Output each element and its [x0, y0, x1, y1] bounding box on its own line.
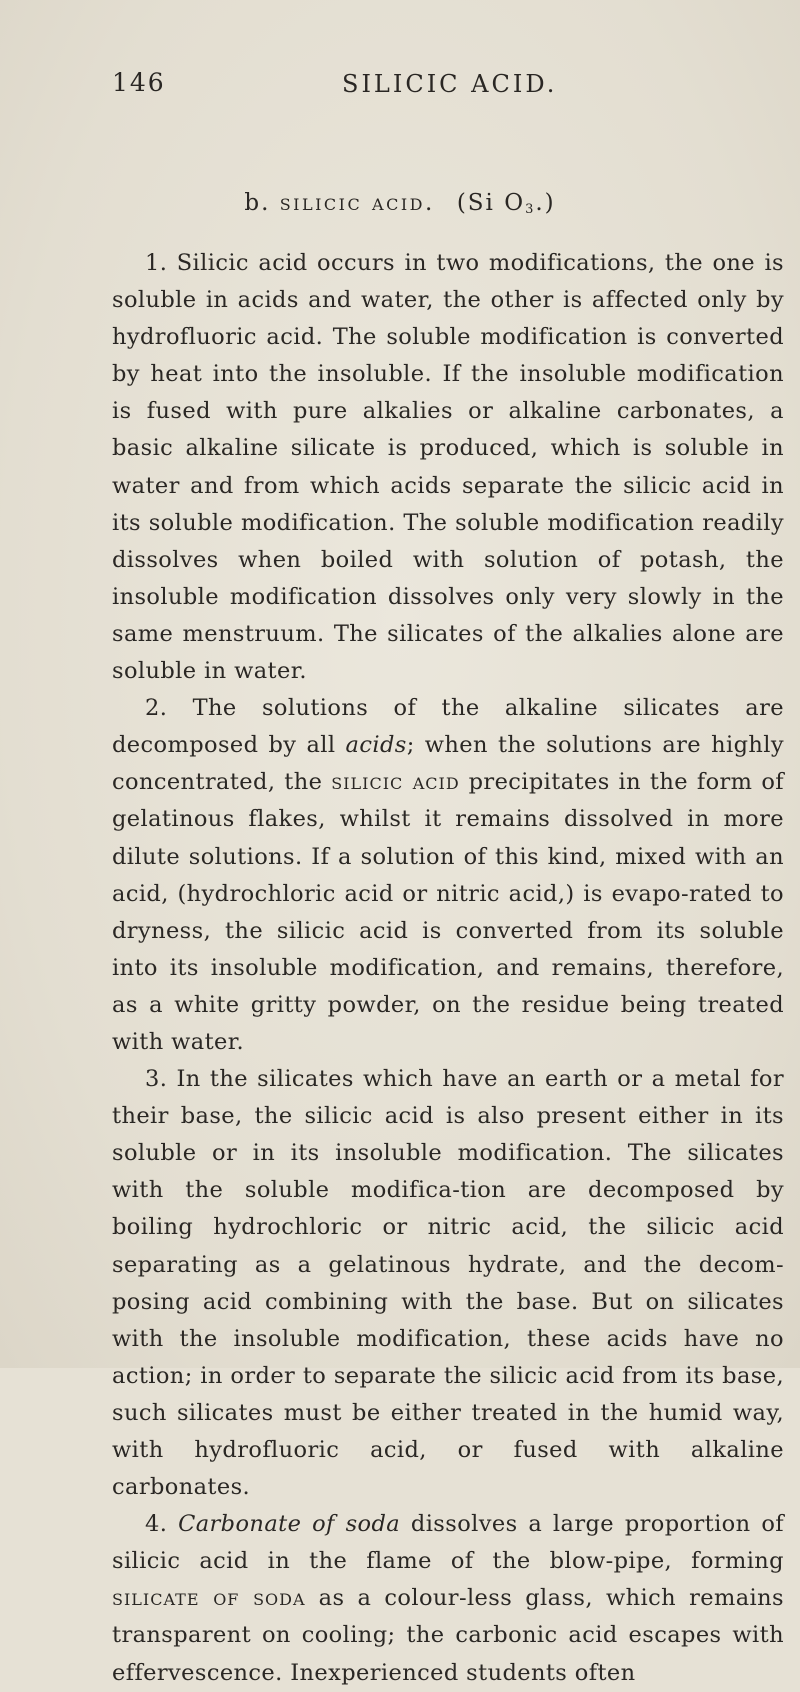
- paragraph-3: 3. In the silicates which have an earth or a metal for their base, the silicic acid is also present either in its soluble or in its insoluble modification. The silicates with the soluble modifica-tion are decomposed by boiling hydrochloric or nitric acid, the silicic acid separating as a gelatinous hydrate, and the decom-posing acid combining with the base. But on silicates with the insoluble modification, these acids have no action; in order to separate the silicic acid from its base, such silicates must be either treated in the humid way, with hydrofluoric acid, or fused with alkaline carbonates.: [112, 1066, 784, 1501]
- chemical-formula: [457, 190, 556, 216]
- paragraph-4-text-c: dissolves a large proportion of silicic acid in the flame of the blow-pipe, forming: [112, 1511, 784, 1575]
- paragraph-2-text-c: ; when the solutions are highly concentrated, the: [112, 732, 784, 796]
- running-head: [112, 68, 740, 108]
- formula-open: (Si O: [456, 190, 526, 216]
- formula-close: .): [535, 190, 556, 216]
- page-number: 146: [112, 68, 166, 97]
- paragraph-2-smallcaps-silicic-acid: silicic acid: [331, 769, 460, 796]
- formula-subscript: 3: [525, 202, 536, 217]
- paragraph-2-text-a: 2. The solutions of the alkaline silicates are decomposed by all: [112, 695, 784, 759]
- paragraph-2-text-e: precipitates in the form of gelatinous flakes, whilst it remains dissolved in more dilute solutions. If a solution of this kind, mixed with an acid, (hydrochloric acid or nitric acid,) is evapo-rated to dryness, the silicic acid is converted from its soluble into its insoluble modification, and remains, therefore, as a white gritty powder, on the residue being treated with water.: [112, 769, 784, 1055]
- paragraph-2: [112, 690, 784, 1061]
- paragraph-4-text-e: as a colour-less glass, which remains transparent on cooling; the carbonic acid escapes with effervescence. Inexperienced students often: [112, 1585, 784, 1686]
- body-text: [112, 245, 784, 1692]
- paragraph-1: 1. Silicic acid occurs in two modifications, the one is soluble in acids and water, the other is affected only by hydrofluoric acid. The soluble modification is converted by heat into the insoluble. If the insoluble modification is fused with pure alkalies or alkaline carbonates, a basic alkaline silicate is produced, which is soluble in water and from which acids separate the silicic acid in its soluble modification. The soluble modification readily dissolves when boiled with solution of potash, the insoluble modification dissolves only very slowly in the same menstruum. The silicates of the alkalies alone are soluble in water.: [112, 250, 784, 685]
- paragraph-4-smallcaps-silicate: silicate of soda: [112, 1585, 306, 1612]
- section-letter: b.: [244, 190, 271, 216]
- section-title: silicic acid.: [279, 190, 435, 216]
- paragraph-4-number: 4.: [145, 1511, 168, 1538]
- paragraph-4-emphasis-carbonate: Carbonate of soda: [178, 1511, 401, 1538]
- paragraph-4: [112, 1506, 784, 1691]
- paragraph-2-emphasis-acids: acids: [345, 732, 407, 759]
- section-heading: [0, 190, 800, 217]
- running-title: SILICIC ACID.: [342, 70, 558, 98]
